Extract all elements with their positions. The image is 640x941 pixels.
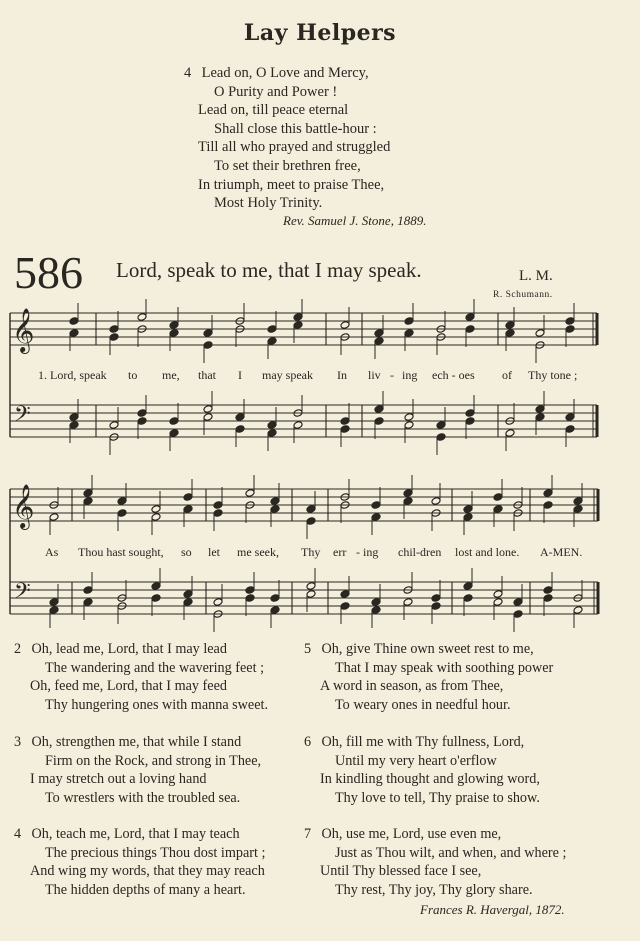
lyric-syllable: I	[238, 368, 242, 382]
stanza-number: 4	[14, 826, 22, 842]
year: 1889.	[397, 213, 427, 228]
treble-2-notehead	[151, 505, 161, 514]
treble-2-notehead	[49, 513, 59, 522]
bass-1-notehead	[535, 405, 545, 414]
treble-2-notehead	[83, 497, 93, 506]
treble-1-notehead	[404, 329, 414, 338]
verse-line: In triumph, meet to praise Thee,	[198, 176, 385, 193]
treble-1-notehead	[267, 325, 277, 334]
bass-2-notehead	[340, 602, 350, 611]
treble-1-notehead	[169, 321, 179, 330]
verse-line: Most Holy Trinity.	[214, 195, 323, 212]
bass-2-notehead	[151, 582, 161, 591]
bass-2-notehead	[245, 586, 255, 595]
lyric-syllable: Thou hast sought,	[78, 545, 164, 559]
lyric-syllable: ing	[402, 368, 418, 382]
treble-1-notehead	[109, 325, 119, 334]
treble-1-notehead	[565, 325, 575, 334]
bass-2-notehead	[83, 586, 93, 595]
treble-2-notehead	[117, 509, 127, 518]
stanza-number: 3	[14, 734, 22, 750]
hymn-title: Lord, speak to me, that I may speak.	[116, 258, 422, 282]
stanza-line: The precious things Thou dost impart ;	[45, 844, 266, 861]
treble-2-notehead	[213, 509, 223, 518]
stanza-3	[14, 733, 261, 807]
treble-2-notehead	[306, 517, 316, 526]
treble-1-notehead	[203, 329, 213, 338]
stanza-line: Oh, strengthen me, that while I stand	[31, 734, 242, 750]
treble-1-notehead	[69, 317, 79, 326]
verse-line: Till all who prayed and struggled	[198, 139, 391, 156]
lyric-syllable: 1. Lord, speak	[38, 368, 107, 382]
lyric-syllable: of	[502, 368, 512, 382]
stanza-line: To weary ones in needful hour.	[335, 696, 511, 713]
stanza-line: Oh, give Thine own sweet rest to me,	[321, 641, 534, 657]
verse-line: To set their brethren free,	[214, 157, 361, 174]
bass-1-notehead	[340, 425, 350, 434]
bass-2-notehead	[431, 602, 441, 611]
stanza-line: That I may speak with soothing power	[335, 659, 554, 676]
treble-2-notehead	[493, 493, 503, 502]
bass-2-notehead	[306, 590, 316, 599]
treble-2-notehead	[117, 497, 127, 506]
bass-1-notehead	[436, 433, 446, 442]
treble-1-notehead	[69, 329, 79, 338]
verse-line: O Purity and Power !	[214, 83, 338, 100]
treble-1-notehead	[505, 329, 515, 338]
bass-2-notehead	[463, 594, 473, 603]
author-name: Rev. Samuel J. Stone,	[283, 213, 394, 228]
bass-2-notehead	[513, 598, 523, 607]
treble-1-notehead	[465, 313, 475, 322]
lyric-syllable: In	[337, 368, 347, 382]
stanza-4	[14, 825, 265, 899]
stanza-7	[304, 825, 566, 899]
treble-2-notehead	[463, 513, 473, 522]
stanza-line: Until my very heart o'erflow	[335, 752, 497, 769]
stanza-line: Until Thy blessed face I see,	[320, 863, 482, 879]
stanza-number: 7	[304, 826, 312, 842]
bass-1-notehead	[565, 413, 575, 422]
verse-line: Lead on, till peace eternal	[198, 102, 349, 119]
bass-2-notehead	[183, 590, 193, 599]
treble-2-notehead	[573, 505, 583, 514]
bass-1-notehead	[374, 405, 384, 414]
lyric-syllable: liv	[368, 368, 381, 382]
lyric-syllable: chil-dren	[398, 545, 442, 559]
treble-1-notehead	[565, 317, 575, 326]
treble-2-notehead	[573, 497, 583, 506]
page-header: Lay Helpers	[243, 20, 397, 46]
stanza-line: Oh, feed me, Lord, that I may feed	[30, 678, 227, 694]
bass-2-notehead	[83, 598, 93, 607]
bass-clef-icon: 𝄢	[14, 402, 31, 432]
hymn-composer: R. Schumann.	[493, 290, 553, 300]
treble-clef-icon: 𝄞	[12, 484, 35, 528]
treble-2-notehead	[371, 513, 381, 522]
bass-1-notehead	[235, 425, 245, 434]
bass-2-notehead	[543, 594, 553, 603]
bass-1-notehead	[267, 429, 277, 438]
stanza-line: Thy love to tell, Thy praise to show.	[335, 789, 540, 806]
stanza-line: The wandering and the wavering feet ;	[45, 659, 265, 676]
bass-1-notehead	[404, 413, 414, 422]
bass-1-notehead	[565, 425, 575, 434]
treble-2-notehead	[543, 501, 553, 510]
treble-2-notehead	[270, 505, 280, 514]
treble-1-notehead	[465, 325, 475, 334]
bass-clef-icon: 𝄢	[14, 579, 31, 609]
treble-1-notehead	[340, 321, 350, 330]
stanza-line: I may stretch out a loving hand	[30, 771, 207, 787]
bass-1-notehead	[465, 409, 475, 418]
treble-2-notehead	[463, 505, 473, 514]
bass-2-notehead	[493, 598, 503, 607]
treble-1-notehead	[535, 329, 545, 338]
bass-2-notehead	[493, 590, 503, 599]
hymn-number: 586	[14, 247, 83, 298]
bass-2-notehead	[270, 594, 280, 603]
stanza-6	[304, 733, 540, 807]
bass-1-notehead	[465, 417, 475, 426]
lyric-syllable: ech - oes	[432, 368, 475, 382]
lyric-syllable: to	[128, 368, 138, 382]
bass-2-notehead	[49, 606, 59, 615]
stanza-5	[304, 640, 553, 714]
bass-1-notehead	[535, 413, 545, 422]
verse-number: 4	[184, 65, 192, 81]
treble-2-notehead	[83, 489, 93, 498]
stanza-line: Thy rest, Thy joy, Thy glory share.	[335, 881, 533, 898]
stanza-line: Thy hungering ones with manna sweet.	[45, 696, 269, 713]
lyric-syllable: Thy tone ;	[528, 368, 578, 382]
bass-2-notehead	[340, 590, 350, 599]
lyric-syllable: me,	[162, 368, 180, 382]
treble-2-notehead	[245, 489, 255, 498]
treble-2-notehead	[151, 513, 161, 522]
year: 1872.	[535, 902, 565, 917]
stanza-line: Just as Thou wilt, and when, and where ;	[335, 844, 567, 861]
bass-2-notehead	[573, 606, 583, 615]
bass-2-notehead	[463, 582, 473, 591]
bass-2-notehead	[543, 586, 553, 595]
bass-2-notehead	[371, 606, 381, 615]
lyric-syllable: A-MEN.	[540, 545, 583, 559]
stanza-line: To wrestlers with the troubled sea.	[45, 789, 241, 806]
bass-2-notehead	[245, 594, 255, 603]
bass-2-notehead	[513, 610, 523, 619]
lyric-syllable: lost and lone.	[455, 545, 520, 559]
treble-2-notehead	[213, 501, 223, 510]
treble-1-notehead	[137, 313, 147, 322]
stanza-number: 5	[304, 641, 312, 657]
bass-1-notehead	[169, 417, 179, 426]
stanza-line: And wing my words, that they may reach	[30, 863, 265, 879]
bass-1-notehead	[235, 413, 245, 422]
treble-2-notehead	[371, 501, 381, 510]
bass-1-notehead	[109, 421, 119, 430]
stanza-line: Oh, fill me with Thy fullness, Lord,	[321, 734, 525, 750]
bass-1-notehead	[137, 417, 147, 426]
bass-1-notehead	[169, 429, 179, 438]
lyric-syllable: Thy	[301, 545, 321, 559]
treble-1-notehead	[293, 313, 303, 322]
lyric-syllable: - ing	[356, 545, 379, 559]
bass-2-notehead	[431, 594, 441, 603]
hymn-meter: L. M.	[519, 268, 553, 284]
treble-1-notehead	[109, 333, 119, 342]
treble-2-notehead	[403, 489, 413, 498]
lyric-syllable: -	[390, 368, 394, 382]
hymn-attribution	[420, 902, 565, 918]
bass-2-notehead	[270, 606, 280, 615]
lyric-syllable: let	[208, 545, 220, 559]
treble-1-notehead	[293, 321, 303, 330]
bass-1-notehead	[267, 421, 277, 430]
treble-2-notehead	[403, 497, 413, 506]
stanza-line: Oh, lead me, Lord, that I may lead	[31, 641, 227, 657]
treble-2-notehead	[543, 489, 553, 498]
lyric-syllable: so	[181, 545, 192, 559]
verse-line: Lead on, O Love and Mercy,	[201, 65, 369, 81]
bass-2-notehead	[403, 598, 413, 607]
bass-1-notehead	[404, 421, 414, 430]
bass-1-notehead	[137, 409, 147, 418]
lyric-syllable: As	[45, 545, 59, 559]
treble-1-notehead	[404, 317, 414, 326]
treble-1-notehead	[374, 329, 384, 338]
treble-1-notehead	[374, 337, 384, 346]
treble-2-notehead	[183, 505, 193, 514]
author-name: Frances R. Havergal,	[420, 902, 533, 917]
bass-1-notehead	[203, 413, 213, 422]
bass-1-notehead	[293, 421, 303, 430]
stanza-number: 2	[14, 641, 22, 657]
treble-2-notehead	[431, 497, 441, 506]
bass-1-notehead	[436, 421, 446, 430]
treble-1-notehead	[505, 321, 515, 330]
bass-1-notehead	[340, 417, 350, 426]
bass-1-notehead	[505, 429, 515, 438]
bass-2-notehead	[306, 582, 316, 591]
verse-line: Shall close this battle-hour :	[214, 120, 377, 137]
treble-2-notehead	[493, 505, 503, 514]
bass-2-notehead	[213, 598, 223, 607]
stanza-2	[14, 640, 268, 714]
bass-1-notehead	[69, 413, 79, 422]
lyric-syllable: may speak	[262, 368, 313, 382]
stanza-line: A word in season, as from Thee,	[320, 678, 504, 694]
bass-2-notehead	[49, 598, 59, 607]
treble-1-notehead	[267, 337, 277, 346]
stanza-line: The hidden depths of many a heart.	[45, 881, 246, 898]
bass-2-notehead	[151, 594, 161, 603]
bass-2-notehead	[183, 598, 193, 607]
lyric-syllable: err	[333, 545, 347, 559]
treble-1-notehead	[169, 329, 179, 338]
lyric-syllable: me seek,	[237, 545, 279, 559]
stanza-line: Oh, teach me, Lord, that I may teach	[31, 826, 240, 842]
stanza-line: In kindling thought and glowing word,	[320, 771, 540, 787]
bass-1-notehead	[374, 417, 384, 426]
stanza-line: Oh, use me, Lord, use even me,	[321, 826, 502, 842]
bass-1-notehead	[69, 421, 79, 430]
treble-1-notehead	[203, 341, 213, 350]
stanza-number: 6	[304, 734, 312, 750]
treble-2-notehead	[306, 505, 316, 514]
lyric-syllable: that	[198, 368, 216, 382]
treble-clef-icon: 𝄞	[12, 308, 35, 352]
treble-2-notehead	[270, 497, 280, 506]
lyrics-line-1	[38, 368, 107, 383]
stanza-line: Firm on the Rock, and strong in Thee,	[45, 752, 262, 769]
bass-1-notehead	[203, 405, 213, 414]
treble-2-notehead	[183, 493, 193, 502]
bass-2-notehead	[371, 598, 381, 607]
